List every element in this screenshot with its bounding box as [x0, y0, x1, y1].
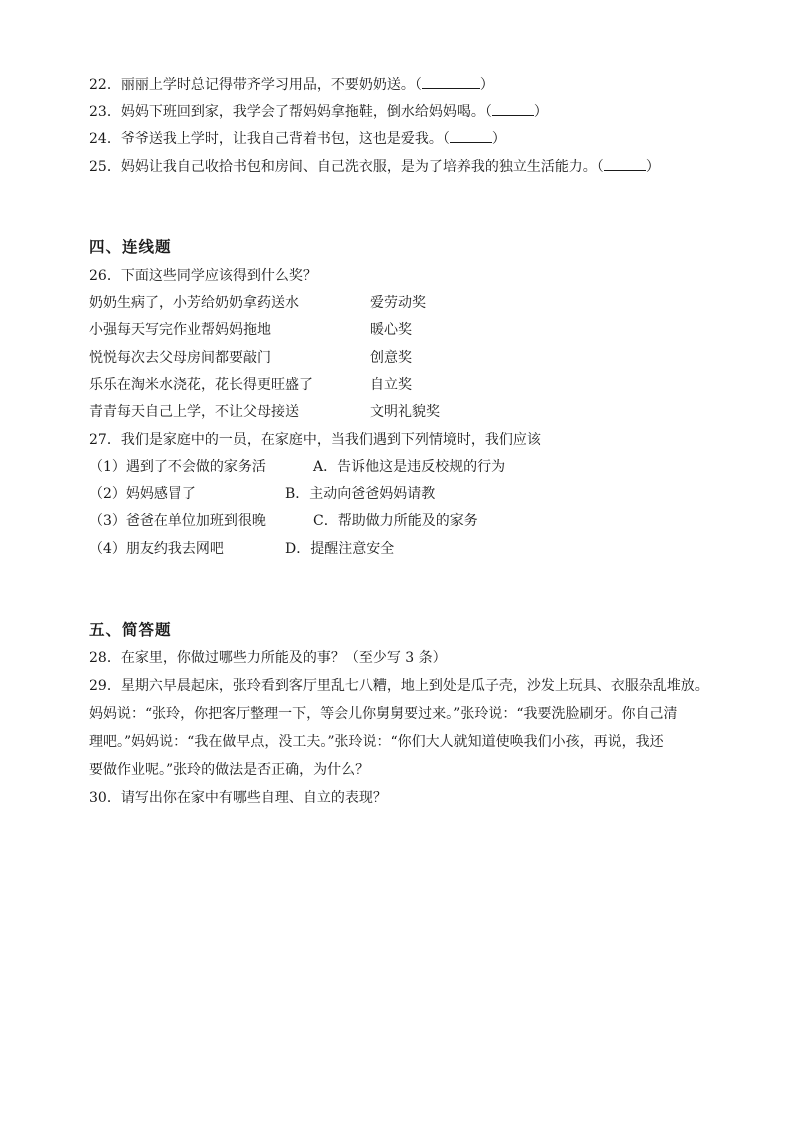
- q26-left-item-1: 奶奶生病了，小芳给奶奶拿药送水: [89, 295, 299, 311]
- question-26: 26．下面这些同学应该得到什么奖？: [89, 268, 317, 284]
- question-23-close: ）: [533, 104, 548, 120]
- q27-option-b[interactable]: B．主动向爸爸妈妈请教: [285, 486, 436, 502]
- question-22: [89, 75, 494, 95]
- question-27: 27．我们是家庭中的一员，在家庭中，当我们遇到下列情境时，我们应该: [89, 432, 541, 448]
- q26-award-3[interactable]: 创意奖: [370, 350, 412, 366]
- q27-situation-3: （3）爸爸在单位加班到很晚: [89, 513, 266, 529]
- q27-option-d[interactable]: D．提醒注意安全: [285, 541, 395, 557]
- question-23-text: 23．妈妈下班回到家，我学会了帮妈妈拿拖鞋，倒水给妈妈喝。（: [89, 104, 492, 120]
- question-25: [89, 157, 660, 177]
- q26-left-item-5: 青青每天自己上学，不让父母接送: [89, 404, 299, 420]
- q26-award-2[interactable]: 暖心奖: [370, 322, 412, 338]
- question-29-line-2: 妈妈说：“张玲，你把客厅整理一下，等会儿你舅舅要过来。”张玲说：“我要洗脸刷牙。你自己清: [89, 706, 678, 722]
- question-22-close: ）: [479, 77, 494, 93]
- section-5-heading: 五、简答题: [89, 620, 172, 639]
- section-4-heading: 四、连线题: [89, 237, 172, 256]
- question-23: [89, 102, 548, 122]
- question-25-close: ）: [645, 159, 660, 175]
- answer-blank-24[interactable]: [450, 129, 492, 143]
- q26-left-item-3: 悦悦每次去父母房间都要敲门: [89, 350, 271, 366]
- q26-award-1[interactable]: 爱劳动奖: [370, 295, 426, 311]
- q27-situation-1: （1）遇到了不会做的家务活: [89, 459, 266, 475]
- q26-left-item-4: 乐乐在淘米水浇花，花长得更旺盛了: [89, 377, 313, 393]
- question-25-text: 25．妈妈让我自己收拾书包和房间、自己洗衣服，是为了培养我的独立生活能力。（: [89, 159, 604, 175]
- question-29-line-3: 理吧。”妈妈说：“我在做早点，没工夫。”张玲说：“你们大人就知道使唤我们小孩，再说，我还: [89, 734, 664, 750]
- question-30: 30．请写出你在家中有哪些自理、自立的表现？: [89, 790, 387, 806]
- question-24-text: 24．爷爷送我上学时，让我自己背着书包，这也是爱我。（: [89, 131, 450, 147]
- q26-left-item-2: 小强每天写完作业帮妈妈拖地: [89, 322, 271, 338]
- q27-option-a[interactable]: A．告诉他这是违反校规的行为: [313, 459, 506, 475]
- question-29-line-4: 要做作业呢。”张玲的做法是否正确，为什么？: [89, 762, 370, 778]
- answer-blank-25[interactable]: [604, 157, 646, 171]
- answer-blank-23[interactable]: [492, 102, 534, 116]
- q27-situation-2: （2）妈妈感冒了: [89, 486, 196, 502]
- question-28: 28．在家里，你做过哪些力所能及的事？（至少写 3 条）: [89, 650, 447, 666]
- answer-blank-22[interactable]: [422, 75, 480, 89]
- q27-option-c[interactable]: C．帮助做力所能及的家务: [313, 513, 478, 529]
- question-24-close: ）: [491, 131, 506, 147]
- question-29-line-1: 29．星期六早晨起床，张玲看到客厅里乱七八糟，地上到处是瓜子壳，沙发上玩具、衣服杂乱堆放。: [89, 678, 709, 694]
- q27-situation-4: （4）朋友约我去网吧: [89, 541, 224, 557]
- question-22-text: 22．丽丽上学时总记得带齐学习用品，不要奶奶送。（: [89, 77, 422, 93]
- q26-award-4[interactable]: 自立奖: [370, 377, 412, 393]
- q26-award-5[interactable]: 文明礼貌奖: [370, 404, 440, 420]
- question-24: [89, 129, 506, 149]
